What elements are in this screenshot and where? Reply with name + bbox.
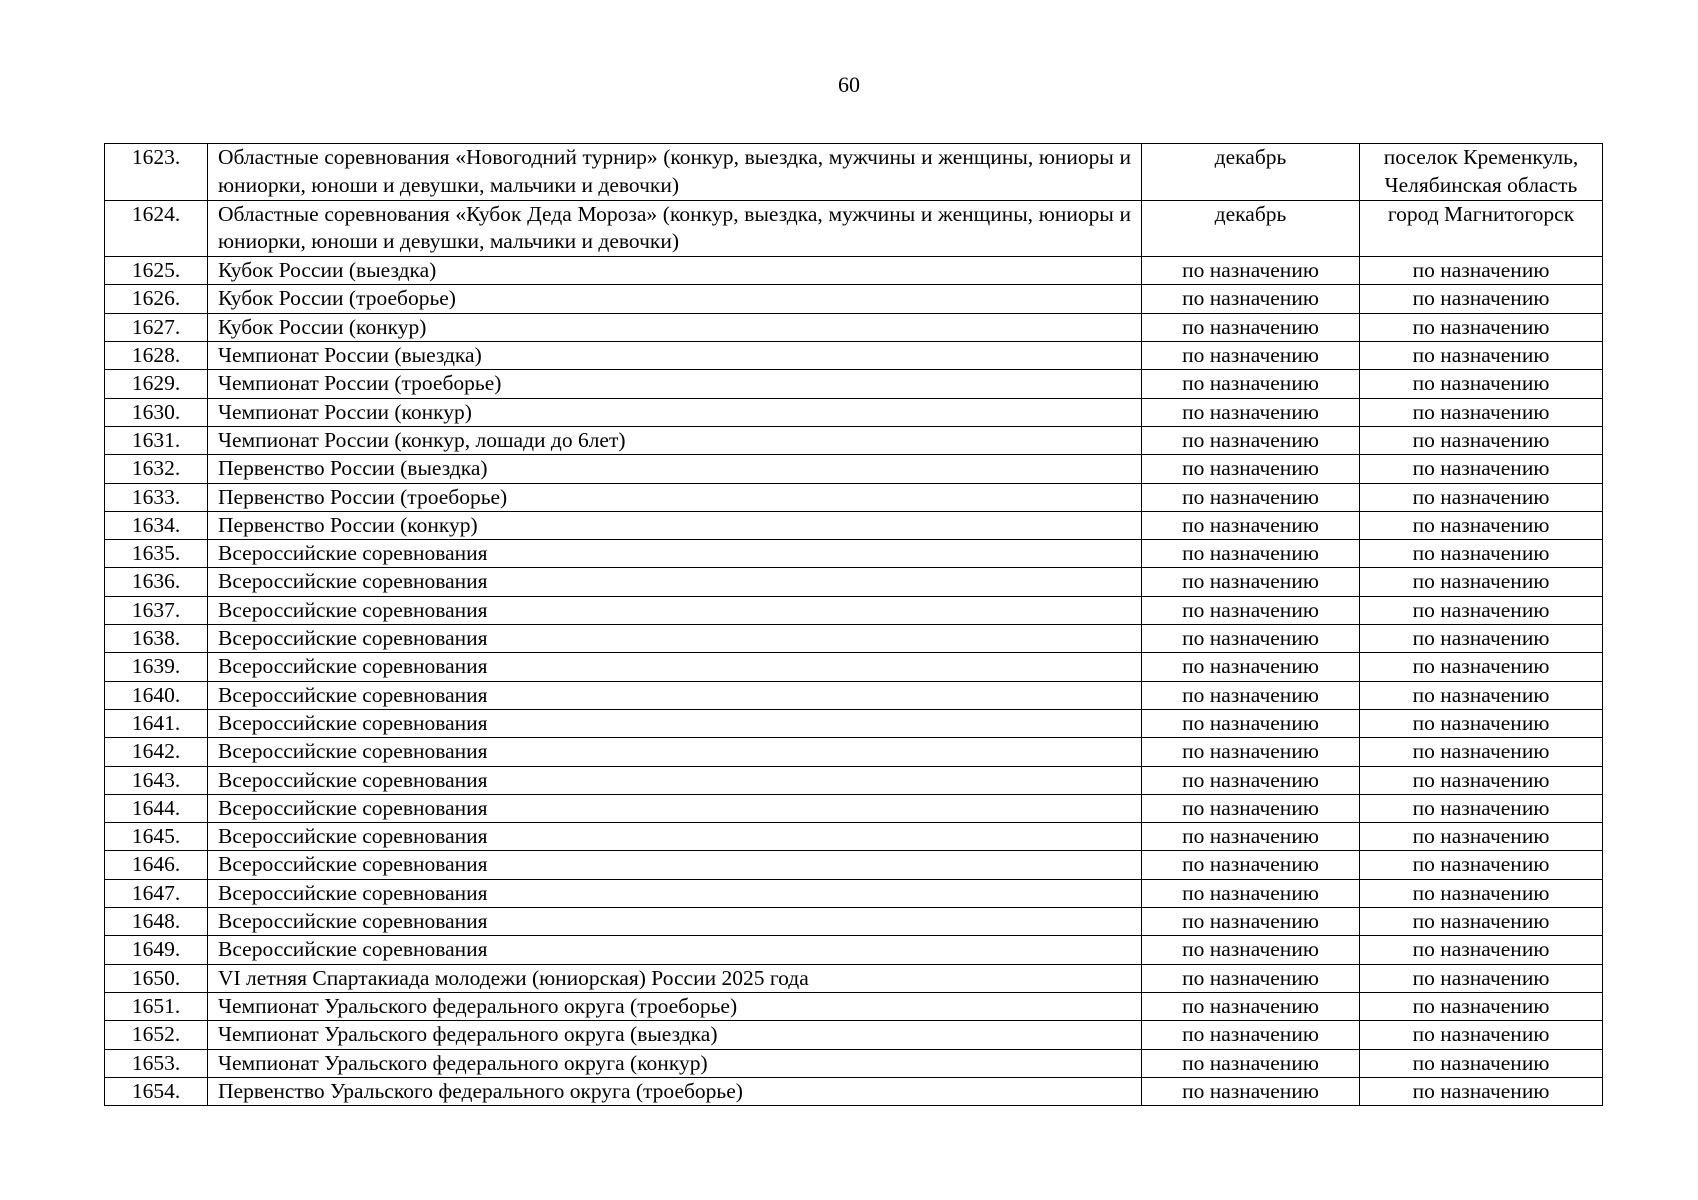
event-name: Чемпионат России (троеборье) xyxy=(208,370,1142,398)
event-place: по назначению xyxy=(1360,992,1603,1020)
table-row xyxy=(105,370,1603,398)
event-date: по назначению xyxy=(1142,766,1360,794)
event-date: декабрь xyxy=(1142,200,1360,257)
event-date: по назначению xyxy=(1142,455,1360,483)
row-number: 1627. xyxy=(105,313,208,341)
event-name: Всероссийские соревнования xyxy=(208,908,1142,936)
event-date: по назначению xyxy=(1142,370,1360,398)
table-row xyxy=(105,936,1603,964)
row-number: 1628. xyxy=(105,342,208,370)
event-place: по назначению xyxy=(1360,370,1603,398)
table-row xyxy=(105,625,1603,653)
row-number: 1641. xyxy=(105,709,208,737)
event-date: по назначению xyxy=(1142,568,1360,596)
event-place: по назначению xyxy=(1360,426,1603,454)
event-date: по назначению xyxy=(1142,285,1360,313)
table-row xyxy=(105,1049,1603,1077)
events-table xyxy=(104,143,1603,1106)
row-number: 1647. xyxy=(105,879,208,907)
event-date: по назначению xyxy=(1142,313,1360,341)
event-date: по назначению xyxy=(1142,398,1360,426)
event-date: по назначению xyxy=(1142,257,1360,285)
table-row xyxy=(105,964,1603,992)
event-place: по назначению xyxy=(1360,823,1603,851)
row-number: 1635. xyxy=(105,540,208,568)
table-row xyxy=(105,738,1603,766)
event-place: по назначению xyxy=(1360,511,1603,539)
event-place: по назначению xyxy=(1360,738,1603,766)
table-row xyxy=(105,342,1603,370)
row-number: 1654. xyxy=(105,1077,208,1105)
table-row xyxy=(105,1021,1603,1049)
event-name: Всероссийские соревнования xyxy=(208,823,1142,851)
row-number: 1634. xyxy=(105,511,208,539)
table-row xyxy=(105,879,1603,907)
event-date: по назначению xyxy=(1142,709,1360,737)
row-number: 1630. xyxy=(105,398,208,426)
event-date: по назначению xyxy=(1142,936,1360,964)
event-date: по назначению xyxy=(1142,1049,1360,1077)
row-number: 1623. xyxy=(105,144,208,201)
event-date: по назначению xyxy=(1142,483,1360,511)
event-date: по назначению xyxy=(1142,540,1360,568)
row-number: 1649. xyxy=(105,936,208,964)
event-name: Чемпионат России (конкур) xyxy=(208,398,1142,426)
table-row xyxy=(105,992,1603,1020)
event-place: по назначению xyxy=(1360,908,1603,936)
event-name: Областные соревнования «Кубок Деда Мороза» (конкур, выездка, мужчины и женщины, юниоры и юниорки, юноши и девушки, мальчики и девочки) xyxy=(208,200,1142,257)
event-name: Областные соревнования «Новогодний турнир» (конкур, выездка, мужчины и женщины, юниоры и юниорки, юноши и девушки, мальчики и девочки) xyxy=(208,144,1142,201)
row-number: 1629. xyxy=(105,370,208,398)
event-date: по назначению xyxy=(1142,511,1360,539)
event-place: по назначению xyxy=(1360,1077,1603,1105)
table-row xyxy=(105,313,1603,341)
event-name: Всероссийские соревнования xyxy=(208,879,1142,907)
table-row xyxy=(105,511,1603,539)
table-row xyxy=(105,794,1603,822)
table-row xyxy=(105,540,1603,568)
event-date: по назначению xyxy=(1142,794,1360,822)
event-place: по назначению xyxy=(1360,936,1603,964)
row-number: 1626. xyxy=(105,285,208,313)
event-place: по назначению xyxy=(1360,257,1603,285)
table-row xyxy=(105,823,1603,851)
event-place: по назначению xyxy=(1360,709,1603,737)
event-name: Всероссийские соревнования xyxy=(208,681,1142,709)
event-name: Всероссийские соревнования xyxy=(208,709,1142,737)
table-row xyxy=(105,257,1603,285)
row-number: 1644. xyxy=(105,794,208,822)
event-name: Всероссийские соревнования xyxy=(208,936,1142,964)
event-place: по назначению xyxy=(1360,540,1603,568)
row-number: 1653. xyxy=(105,1049,208,1077)
event-date: по назначению xyxy=(1142,879,1360,907)
row-number: 1633. xyxy=(105,483,208,511)
event-date: по назначению xyxy=(1142,823,1360,851)
event-name: Всероссийские соревнования xyxy=(208,851,1142,879)
page-number: 60 xyxy=(838,72,860,97)
table-row xyxy=(105,426,1603,454)
row-number: 1624. xyxy=(105,200,208,257)
event-name: Всероссийские соревнования xyxy=(208,766,1142,794)
table-row xyxy=(105,455,1603,483)
table-row xyxy=(105,1077,1603,1105)
event-date: по назначению xyxy=(1142,625,1360,653)
event-date: по назначению xyxy=(1142,908,1360,936)
event-place: по назначению xyxy=(1360,313,1603,341)
row-number: 1650. xyxy=(105,964,208,992)
event-date: по назначению xyxy=(1142,738,1360,766)
event-date: по назначению xyxy=(1142,653,1360,681)
event-name: Всероссийские соревнования xyxy=(208,653,1142,681)
event-place: по назначению xyxy=(1360,766,1603,794)
event-place: по назначению xyxy=(1360,625,1603,653)
event-name: Первенство России (троеборье) xyxy=(208,483,1142,511)
event-date: по назначению xyxy=(1142,681,1360,709)
table-row xyxy=(105,398,1603,426)
event-place: по назначению xyxy=(1360,681,1603,709)
table-row xyxy=(105,851,1603,879)
row-number: 1645. xyxy=(105,823,208,851)
event-date: по назначению xyxy=(1142,992,1360,1020)
event-place: по назначению xyxy=(1360,1049,1603,1077)
event-place: город Магнитогорск xyxy=(1360,200,1603,257)
row-number: 1638. xyxy=(105,625,208,653)
event-name: Чемпионат Уральского федерального округа (выездка) xyxy=(208,1021,1142,1049)
table-row xyxy=(105,709,1603,737)
event-place: по назначению xyxy=(1360,596,1603,624)
row-number: 1636. xyxy=(105,568,208,596)
row-number: 1639. xyxy=(105,653,208,681)
row-number: 1651. xyxy=(105,992,208,1020)
event-name: Всероссийские соревнования xyxy=(208,625,1142,653)
event-date: декабрь xyxy=(1142,144,1360,201)
event-place: по назначению xyxy=(1360,483,1603,511)
event-date: по назначению xyxy=(1142,1077,1360,1105)
event-place: по назначению xyxy=(1360,568,1603,596)
row-number: 1631. xyxy=(105,426,208,454)
event-date: по назначению xyxy=(1142,426,1360,454)
row-number: 1643. xyxy=(105,766,208,794)
event-name: Чемпионат Уральского федерального округа (троеборье) xyxy=(208,992,1142,1020)
event-name: Всероссийские соревнования xyxy=(208,540,1142,568)
event-name: Кубок России (конкур) xyxy=(208,313,1142,341)
event-name: Первенство Уральского федерального округа (троеборье) xyxy=(208,1077,1142,1105)
event-date: по назначению xyxy=(1142,1021,1360,1049)
row-number: 1642. xyxy=(105,738,208,766)
event-name: Всероссийские соревнования xyxy=(208,596,1142,624)
event-place: по назначению xyxy=(1360,1021,1603,1049)
table-row xyxy=(105,766,1603,794)
row-number: 1625. xyxy=(105,257,208,285)
event-name: Первенство России (выездка) xyxy=(208,455,1142,483)
event-name: Всероссийские соревнования xyxy=(208,794,1142,822)
row-number: 1646. xyxy=(105,851,208,879)
event-name: Чемпионат Уральского федерального округа (конкур) xyxy=(208,1049,1142,1077)
event-place: по назначению xyxy=(1360,342,1603,370)
events-table-body xyxy=(105,144,1603,1106)
event-date: по назначению xyxy=(1142,851,1360,879)
table-row xyxy=(105,596,1603,624)
event-place: поселок Кременкуль, Челябинская область xyxy=(1360,144,1603,201)
row-number: 1640. xyxy=(105,681,208,709)
table-row xyxy=(105,483,1603,511)
event-date: по назначению xyxy=(1142,596,1360,624)
table-row xyxy=(105,908,1603,936)
table-row xyxy=(105,653,1603,681)
event-date: по назначению xyxy=(1142,964,1360,992)
event-name: Кубок России (выездка) xyxy=(208,257,1142,285)
event-place: по назначению xyxy=(1360,455,1603,483)
row-number: 1652. xyxy=(105,1021,208,1049)
event-name: VI летняя Спартакиада молодежи (юниорская) России 2025 года xyxy=(208,964,1142,992)
table-row xyxy=(105,681,1603,709)
event-name: Чемпионат России (выездка) xyxy=(208,342,1142,370)
table-row xyxy=(105,285,1603,313)
event-date: по назначению xyxy=(1142,342,1360,370)
event-name: Всероссийские соревнования xyxy=(208,568,1142,596)
event-place: по назначению xyxy=(1360,851,1603,879)
event-place: по назначению xyxy=(1360,879,1603,907)
event-place: по назначению xyxy=(1360,794,1603,822)
row-number: 1637. xyxy=(105,596,208,624)
event-name: Кубок России (троеборье) xyxy=(208,285,1142,313)
table-row xyxy=(105,144,1603,201)
event-place: по назначению xyxy=(1360,653,1603,681)
table-row xyxy=(105,568,1603,596)
table-row xyxy=(105,200,1603,257)
event-name: Всероссийские соревнования xyxy=(208,738,1142,766)
row-number: 1632. xyxy=(105,455,208,483)
event-place: по назначению xyxy=(1360,964,1603,992)
row-number: 1648. xyxy=(105,908,208,936)
event-place: по назначению xyxy=(1360,285,1603,313)
event-name: Первенство России (конкур) xyxy=(208,511,1142,539)
event-place: по назначению xyxy=(1360,398,1603,426)
event-name: Чемпионат России (конкур, лошади до 6лет) xyxy=(208,426,1142,454)
